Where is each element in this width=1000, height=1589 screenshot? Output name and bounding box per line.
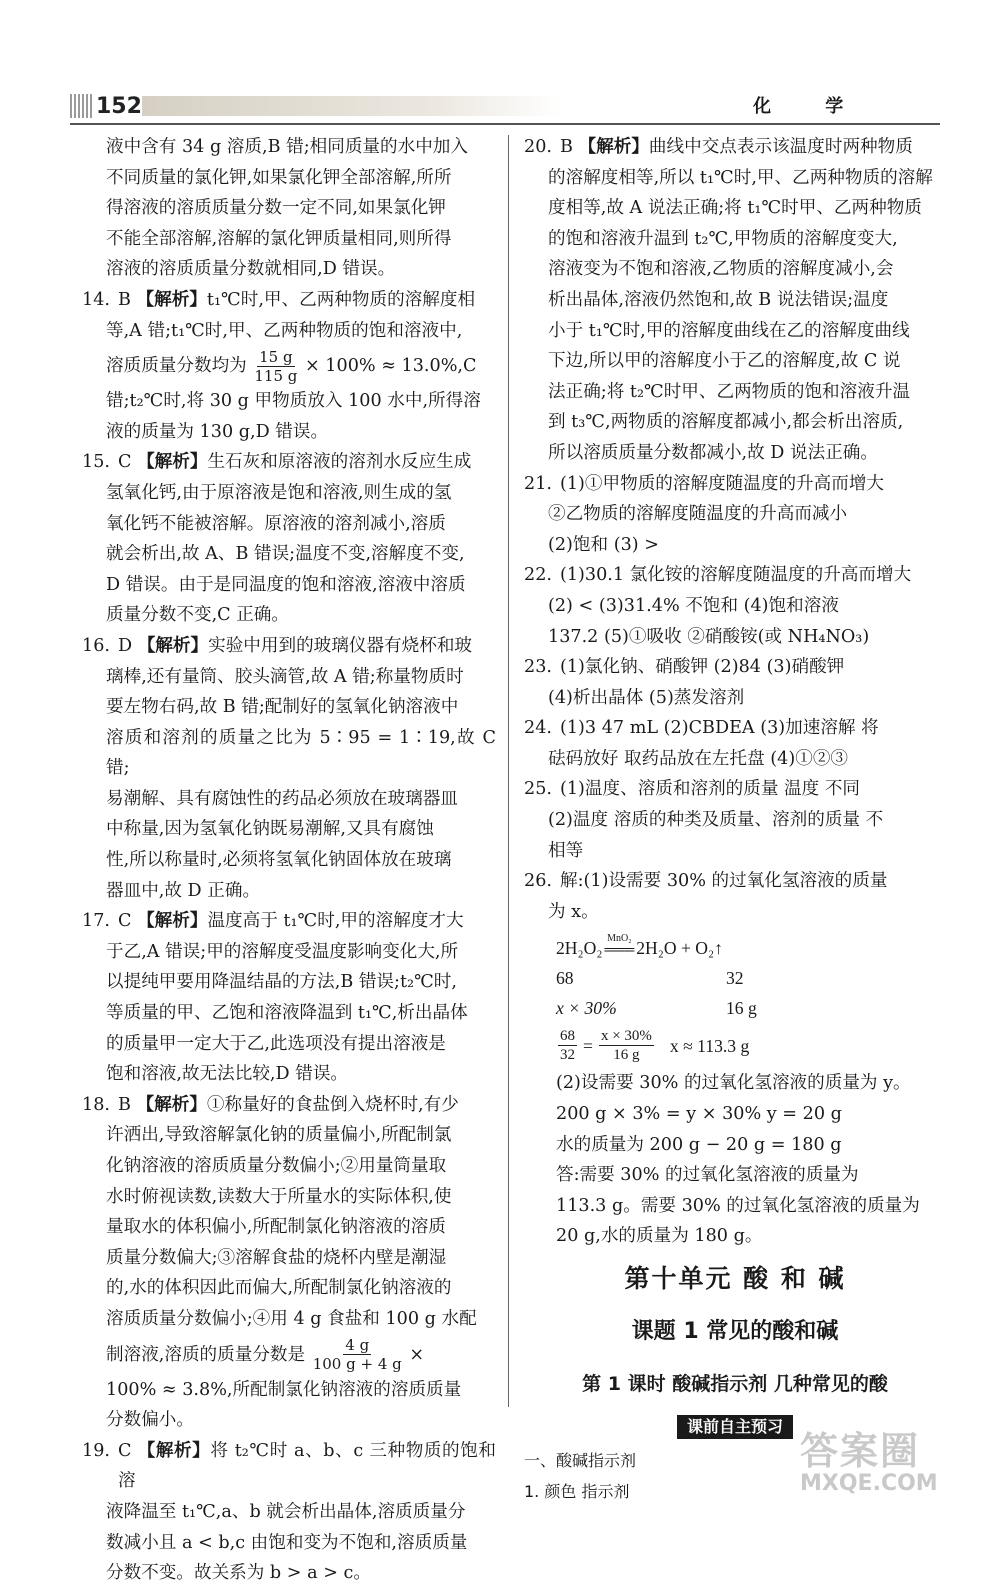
- lesson-title: 课题 1 常见的酸和碱: [631, 1318, 839, 1344]
- text-line: 曲线中交点表示该温度时两种物质: [648, 137, 913, 157]
- analysis-tag: 【解析】: [578, 137, 649, 157]
- answer-choice: C: [118, 1440, 132, 1461]
- fraction: [558, 1027, 577, 1064]
- text-line: 析出晶体,溶液仍然饱和,故 B 说法错误;温度: [548, 289, 889, 310]
- preview-badge: 课前自主预习: [677, 1415, 793, 1439]
- quantity-row: [556, 993, 946, 1023]
- analysis-tag: 【解析】: [136, 1094, 207, 1115]
- left-column: [82, 132, 496, 1589]
- right-column: [524, 132, 946, 1508]
- text-line: 液的质量为 130 g,D 错误。: [106, 421, 329, 442]
- section-heading: 一、酸碱指示剂: [524, 1451, 637, 1471]
- text-line: 等,A 错;t₁℃时,甲、乙两种物质的饱和溶液中,: [106, 320, 463, 341]
- text-line: 质量分数不变,C 正确。: [106, 605, 289, 626]
- watermark-logo: [800, 1420, 980, 1510]
- text-line: 为 x。: [548, 901, 599, 922]
- text-line: 小于 t₁℃时,甲的溶解度曲线在乙的溶解度曲线: [548, 320, 910, 341]
- denominator: 32: [560, 1047, 575, 1064]
- text-line: 分数偏小。: [106, 1410, 194, 1431]
- column-divider: [508, 135, 509, 1407]
- answer-choice: B: [118, 1094, 131, 1115]
- text-span: 溶质质量分数均为: [106, 356, 247, 377]
- text-line: 溶质和溶剂的质量之比为 5∶95 = 1∶19,故 C 错;: [106, 727, 496, 779]
- question-number: 19.: [82, 1440, 110, 1461]
- text-line: 相等: [548, 840, 584, 861]
- text-line: 将 t₂℃时 a、b、c 三种物质的饱和溶: [118, 1440, 496, 1492]
- mass-value: 68: [556, 968, 574, 989]
- chemical-equation: [556, 933, 946, 963]
- text-line: 砝码放好 取药品放在左托盘 (4)①②③: [548, 748, 849, 769]
- equals-sign: =: [583, 1035, 593, 1056]
- text-line: (4)析出晶体 (5)蒸发溶剂: [548, 687, 745, 708]
- text-line: 璃棒,还有量筒、胶头滴管,故 A 错;称量物质时: [106, 666, 464, 687]
- double-line: ═══: [604, 943, 635, 959]
- quantity-value: x × 30%: [556, 998, 617, 1019]
- text-line: 不能全部溶解,溶解的氯化钾质量相同,则所得: [106, 228, 452, 249]
- text-line: 中称量,因为氢氧化钠既易潮解,又具有腐蚀: [106, 819, 434, 840]
- question-number: 14.: [82, 289, 110, 310]
- text-line: 氧化钙不能被溶解。原溶液的溶剂减小,溶质: [106, 513, 446, 534]
- text-line: 等质量的甲、乙饱和溶液降温到 t₁℃,析出晶体: [106, 1003, 468, 1024]
- answer-choice: B: [118, 289, 131, 310]
- answer-16: [82, 631, 496, 906]
- text-line: (1)温度、溶质和溶剂的质量 温度 不同: [560, 779, 861, 800]
- question-number: 17.: [82, 911, 110, 932]
- text-line: 的,水的体积因此而偏大,所配制氯化钠溶液的: [106, 1278, 452, 1299]
- answer-18: [82, 1090, 496, 1436]
- fraction: [254, 348, 297, 385]
- numerator: 68: [560, 1028, 575, 1045]
- text-line: 100% ≈ 3.8%,所配制氯化钠溶液的溶质质量: [106, 1379, 462, 1400]
- question-number: 26.: [524, 871, 552, 892]
- text-line: 113.3 g。需要 30% 的过氧化氢溶液的质量为: [556, 1195, 920, 1216]
- analysis-tag: 【解析】: [136, 289, 207, 310]
- text-line: t₁℃时,甲、乙两种物质的溶解度相: [206, 289, 476, 310]
- text-line: 实验中用到的玻璃仪器有烧杯和玻: [208, 635, 473, 656]
- answer-21: [524, 469, 946, 561]
- answer-20: [524, 132, 946, 469]
- quantity-value: 16 g: [726, 998, 757, 1019]
- text-line: 液中含有 34 g 溶质,B 错;相同质量的水中加入: [106, 137, 468, 157]
- answer-choice: D: [118, 635, 133, 656]
- text-line: ②乙物质的溶解度随温度的升高而减小: [548, 504, 848, 525]
- text-line: (1)30.1 氯化铵的溶解度随温度的升高而增大: [560, 565, 912, 586]
- text-span: × 100% ≈ 13.0%,C: [304, 356, 477, 377]
- mass-value: 32: [726, 968, 744, 989]
- denominator: 115 g: [254, 366, 298, 385]
- text-line: 的质量甲一定大于乙,此选项没有提出溶液是: [106, 1033, 446, 1054]
- text-line: 温度高于 t₁℃时,甲的溶解度才大: [207, 911, 464, 932]
- answer-22: [524, 560, 946, 652]
- text-line: 不同质量的氯化钾,如果氯化钾全部溶解,所所: [106, 167, 452, 188]
- header-band: [142, 96, 562, 116]
- answer-24: [524, 713, 946, 774]
- answer-14: [82, 285, 496, 447]
- numerator: 15 g: [259, 347, 293, 366]
- text-line: 200 g × 3% = y × 30% y = 20 g: [556, 1104, 842, 1125]
- text-line: 许洒出,导致溶解氯化钠的质量偏小,所配制氯: [106, 1125, 452, 1146]
- text-line: 生石灰和原溶液的溶剂水反应生成: [207, 452, 472, 473]
- analysis-tag: 【解析】: [137, 635, 209, 656]
- text-line: 137.2 (5)①吸收 ②硝酸铵(或 NH₄NO₃): [548, 626, 870, 647]
- formula-line: [82, 346, 496, 386]
- text-line: 分数不变。故关系为 b > a > c。: [106, 1563, 371, 1584]
- text-line: 水时俯视读数,读数大于所量水的实际体积,使: [106, 1186, 452, 1207]
- text-line: 得溶液的溶质质量分数一定不同,如果氯化钾: [106, 198, 446, 219]
- text-line: (2)温度 溶质的种类及质量、溶剂的质量 不: [548, 810, 884, 831]
- text-line: 解:(1)设需要 30% 的过氧化氢溶液的质量: [560, 871, 888, 892]
- text-line: 溶液的溶质质量分数就相同,D 错误。: [106, 259, 396, 280]
- question-number: 18.: [82, 1094, 110, 1115]
- page-number: 152: [96, 93, 142, 119]
- answer-26: [524, 866, 946, 1252]
- text-line: 错;t₂℃时,将 30 g 甲物质放入 100 水中,所得溶: [106, 391, 481, 412]
- text-line: 饱和溶液,故无法比较,D 错误。: [106, 1064, 349, 1085]
- text-line: 就会析出,故 A、B 错误;温度不变,溶解度不变,: [106, 544, 465, 565]
- text-span: 制溶液,溶质的质量分数是: [106, 1344, 306, 1365]
- question-number: 25.: [524, 779, 552, 800]
- watermark-url: MXQE.COM: [800, 1471, 938, 1496]
- question-number: 20.: [524, 137, 552, 157]
- question-number: 16.: [82, 635, 110, 656]
- text-line: 液降温至 t₁℃,a、b 就会析出晶体,溶质质量分: [106, 1501, 466, 1522]
- numerator: x × 30%: [600, 1028, 652, 1045]
- analysis-tag: 【解析】: [137, 452, 208, 473]
- denominator: 100 g + 4 g: [312, 1355, 402, 1374]
- text-line: 以提纯甲要用降温结晶的方法,B 错误;t₂℃时,: [106, 972, 457, 993]
- question-number: 21.: [524, 473, 552, 494]
- unit-title: 第十单元 酸 和 碱: [624, 1264, 846, 1293]
- text-line: 溶质质量分数偏小;④用 4 g 食盐和 100 g 水配: [106, 1308, 477, 1329]
- page-header: [70, 92, 940, 122]
- answer-13-continued: [82, 132, 496, 285]
- answer-choice: C: [118, 452, 132, 473]
- reaction-arrow: [604, 933, 634, 963]
- products: 2H₂O + O₂↑: [636, 938, 723, 959]
- answer-choice: B: [560, 137, 573, 157]
- text-line: 要左物右码,故 B 错;配制好的氢氧化钠溶液中: [106, 697, 459, 718]
- text-line: 氢氧化钙,由于原溶液是饱和溶液,则生成的氢: [106, 482, 452, 503]
- answer-15: [82, 447, 496, 631]
- text-line: 量取水的体积偏小,所配制氯化钠溶液的溶质: [106, 1217, 446, 1238]
- answer-19: [82, 1436, 496, 1589]
- text-line: ①称量好的食盐倒入烧杯时,有少: [206, 1094, 459, 1115]
- text-line: 数减小且 a < b,c 由饱和变为不饱和,溶质质量: [106, 1532, 468, 1553]
- answer-23: [524, 652, 946, 713]
- formula-line: [82, 1335, 496, 1375]
- text-line: 化钠溶液的溶质质量分数偏小;②用量筒量取: [106, 1156, 447, 1176]
- preview-item-1: 1. 颜色 指示剂: [524, 1481, 630, 1501]
- text-line: D 错误。由于是同温度的饱和溶液,溶液中溶质: [106, 574, 466, 595]
- page-number-box: [70, 92, 142, 120]
- text-line: 到 t₃℃,两物质的溶解度都减小,都会析出溶质,: [548, 412, 904, 433]
- text-line: 20 g,水的质量为 180 g。: [556, 1226, 763, 1247]
- text-line: 于乙,A 错误;甲的溶解度受温度影响变化大,所: [106, 941, 459, 962]
- text-line: 的溶解度相等,所以 t₁℃时,甲、乙两种物质的溶解: [548, 167, 933, 188]
- text-line: 溶液变为不饱和溶液,乙物质的溶解度减小,会: [548, 259, 894, 280]
- proportion-row: [556, 1027, 946, 1064]
- calculation-block: [524, 933, 946, 1064]
- text-line: (2) < (3)31.4% 不饱和 (4)饱和溶液: [548, 595, 839, 616]
- text-line: 性,所以称量时,必须将氢氧化钠固体放在玻璃: [106, 850, 452, 871]
- subject-label: 化 学: [753, 96, 868, 117]
- molar-mass-row: [556, 963, 946, 993]
- header-rule: [70, 123, 940, 125]
- answer-choice: C: [118, 911, 132, 932]
- text-line: 法正确;将 t₂℃时甲、乙两物质的饱和溶液升温: [548, 381, 911, 402]
- text-line: 所以溶质质量分数都减小,故 D 说法正确。: [548, 442, 878, 463]
- result: x ≈ 113.3 g: [669, 1035, 750, 1056]
- decorative-stripes: [70, 94, 92, 118]
- catalyst: MnO₂: [607, 933, 632, 945]
- text-line: 下边,所以甲的溶解度小于乙的溶解度,故 C 说: [548, 351, 901, 372]
- fraction: [313, 1336, 402, 1373]
- text-line: 的饱和溶液升温到 t₂℃,甲物质的溶解度变大,: [548, 228, 898, 249]
- question-number: 23.: [524, 657, 552, 678]
- text-line: 质量分数偏大;③溶解食盐的烧杯内壁是潮湿: [106, 1247, 447, 1268]
- question-number: 24.: [524, 718, 552, 739]
- numerator: 4 g: [345, 1336, 370, 1355]
- text-line: 器皿中,故 D 正确。: [106, 880, 261, 901]
- text-line: (1)①甲物质的溶解度随温度的升高而增大: [560, 473, 885, 494]
- text-line: (1)氯化钠、硝酸钾 (2)84 (3)硝酸钾: [560, 657, 845, 678]
- reactant: 2H₂O₂: [556, 938, 603, 959]
- analysis-tag: 【解析】: [137, 911, 208, 932]
- text-line: (1)3 47 mL (2)CBDEA (3)加速溶解 将: [560, 718, 879, 739]
- question-number: 22.: [524, 565, 552, 586]
- answer-25: [524, 774, 946, 866]
- fraction: [599, 1027, 654, 1064]
- text-line: 度相等,故 A 说法正确;将 t₁℃时甲、乙两种物质: [548, 198, 922, 219]
- answer-17: [82, 906, 496, 1090]
- period-title: 第 1 课时 酸碱指示剂 几种常见的酸: [582, 1373, 888, 1396]
- text-line: 水的质量为 200 g − 20 g = 180 g: [556, 1134, 842, 1155]
- text-line: 答:需要 30% 的过氧化氢溶液的质量为: [556, 1165, 859, 1186]
- text-line: 易潮解、具有腐蚀性的药品必须放在玻璃器皿: [106, 788, 458, 809]
- text-line: (2)饱和 (3) >: [548, 534, 659, 555]
- text-line: (2)设需要 30% 的过氧化氢溶液的质量为 y。: [556, 1073, 911, 1094]
- watermark-text: 答案圈: [800, 1429, 921, 1473]
- text-span: ×: [409, 1344, 425, 1365]
- analysis-tag: 【解析】: [137, 1440, 211, 1461]
- question-number: 15.: [82, 452, 110, 473]
- denominator: 16 g: [613, 1047, 640, 1064]
